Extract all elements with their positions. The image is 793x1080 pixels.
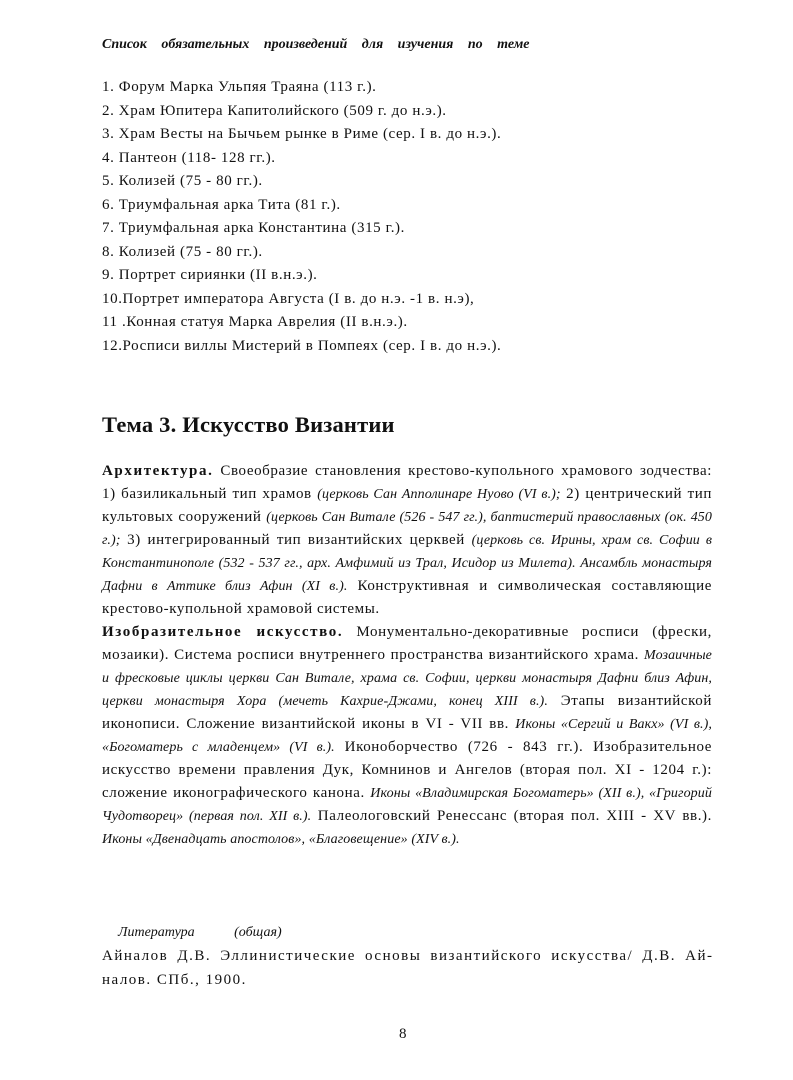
list-item: 12.Росписи виллы Мистерий в Помпеях (сер. I в. до н.э.). <box>102 337 502 354</box>
examples-run: Иконы «Сергий и Вакх» (VI в.), «Богоматерь с младенцем» (VI в.). <box>102 717 712 755</box>
examples-run: Иконы «Владимирская Богоматерь» (XII в.), «Григорий Чудотворец» (первая пол. XII в.). <box>102 786 712 824</box>
literature-heading: Литература (общая) <box>118 925 282 940</box>
text-run: 3) интегрированный тип византийских церквей <box>120 532 472 548</box>
visual-art-paragraph <box>102 621 712 851</box>
examples-run: (церковь Сан Витале (526 - 547 гг.), баптистерий православных (ок. 450 г.); <box>102 510 712 548</box>
works-list <box>102 76 501 358</box>
list-item: 3. Храм Весты на Бычьем рынке в Риме (сер. I в. до н.э.). <box>102 126 502 142</box>
list-item: 10.Портрет императора Августа (I в. до н.э. -1 в. н.э), <box>102 290 475 307</box>
list-item: 4. Пантеон (118- 128 гг.). <box>102 149 276 166</box>
list-item: 11 .Конная статуя Марка Аврелия (II в.н.э.). <box>102 314 408 330</box>
text-run: 2) центрический тип культовых сооружений <box>102 486 712 525</box>
topic-title: Тема 3. Искусство Византии <box>102 412 395 437</box>
list-item: 1. Форум Марка Ульпяя Траяна (113 г.). <box>102 79 377 95</box>
works-list-heading: Список обязательных произведений для изучения по теме <box>102 37 530 52</box>
list-item: 7. Триумфальная арка Константина (315 г.). <box>102 220 405 236</box>
list-item: 9. Портрет сириянки (II в.н.э.). <box>102 267 318 283</box>
visual-art-lead: Изобразительное искусство. <box>102 624 344 640</box>
list-item: 8. Колизей (75 - 80 гг.). <box>102 243 263 260</box>
architecture-lead: Архитектура. <box>102 463 214 479</box>
text-run: Конструктивная и символическая составляющие крестово-купольной храмовой системы. <box>102 578 712 617</box>
text-run: Монументально-декоративные росписи (фрески, мозаики). Система росписи внутреннего пространства византийского храма. <box>102 624 712 663</box>
examples-run: Мозаичные и фресковые циклы церкви Сан Витале, храма св. Софии, церкви монастыря Дафни близ Афин, церкви монастыря Хора (мечеть Кахрие-Джами, конец XIII в.). <box>102 648 712 709</box>
text-run: Своеобразие становления крестово-купольного храмового зодчества: 1) базиликальный тип храмов <box>102 463 712 502</box>
page-number: 8 <box>399 1026 407 1042</box>
examples-run: Иконы «Двенадцать апостолов», «Благовещение» (XIV в.). <box>102 832 460 847</box>
text-run: Палеологовский Ренессанс (вторая пол. XIII - XV вв.). <box>311 808 712 824</box>
literature-entry: Айналов Д.В. Эллинистические основы византийского искусства/ Д.В. Айналов. СПб., 1900. <box>102 948 712 988</box>
text-run: Иконоборчество (726 - 843 гг.). Изобразительное искусство времени правления Дук, Комнинов и Ангелов (вторая пол. XI - 1204 г.): сложение иконографического канона. <box>102 739 712 801</box>
examples-run: (церковь св. Ирины, храм св. Софии в Константинополе (532 - 537 гг., арх. Амфимий из Трал, Исидор из Милета). Ансамбль монастыря Дафни в Аттике близ Афин (XI в.). <box>102 533 712 594</box>
list-item: 2. Храм Юпитера Капитолийского (509 г. до н.э.). <box>102 102 447 119</box>
text-run: Этапы византийской иконописи. Сложение византийской иконы в VI - VII вв. <box>102 693 713 732</box>
examples-run: (церковь Сан Апполинаре Нуово (VI в.); <box>317 487 561 502</box>
list-item: 6. Триумфальная арка Тита (81 г.). <box>102 196 341 213</box>
list-item: 5. Колизей (75 - 80 гг.). <box>102 173 263 189</box>
topic-body <box>102 460 712 851</box>
architecture-paragraph <box>102 460 712 621</box>
